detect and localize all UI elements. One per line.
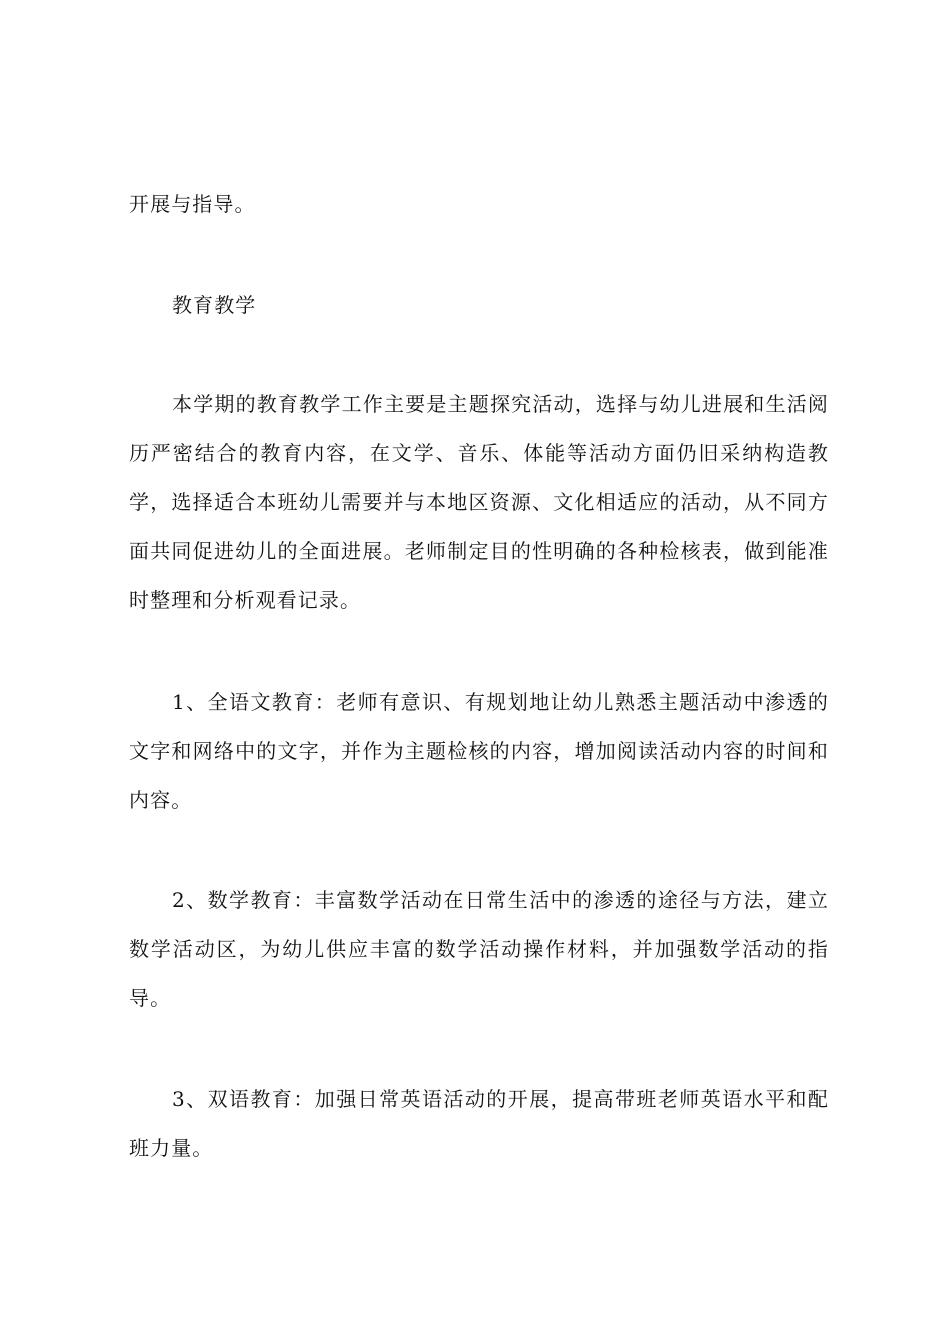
list-item-bilingual-education: 3、双语教育：加强日常英语活动的开展，提高带班老师英语水平和配班力量。 (129, 1087, 829, 1160)
intro-paragraph: 本学期的教育教学工作主要是主题探究活动，选择与幼儿进展和生活阅历严密结合的教育内容，在文学、音乐、体能等活动方面仍旧采纳构造教学，选择适合本班幼儿需要并与本地区资源、文化相适应的活动，从不同方面共同促进幼儿的全面进展。老师制定目的性明确的各种检核表，做到能准时整理和分析观看记录。 (129, 392, 829, 612)
list-item-language-education: 1、全语文教育：老师有意识、有规划地让幼儿熟悉主题活动中渗透的文字和网络中的文字，并作为主题检核的内容，增加阅读活动内容的时间和内容。 (129, 690, 829, 812)
section-heading: 教育教学 (172, 293, 257, 317)
list-item-math-education: 2、数学教育：丰富数学活动在日常生活中的渗透的途径与方法，建立数学活动区，为幼儿供应丰富的数学活动操作材料，并加强数学活动的指导。 (129, 888, 829, 1010)
continuation-text: 开展与指导。 (129, 192, 256, 216)
